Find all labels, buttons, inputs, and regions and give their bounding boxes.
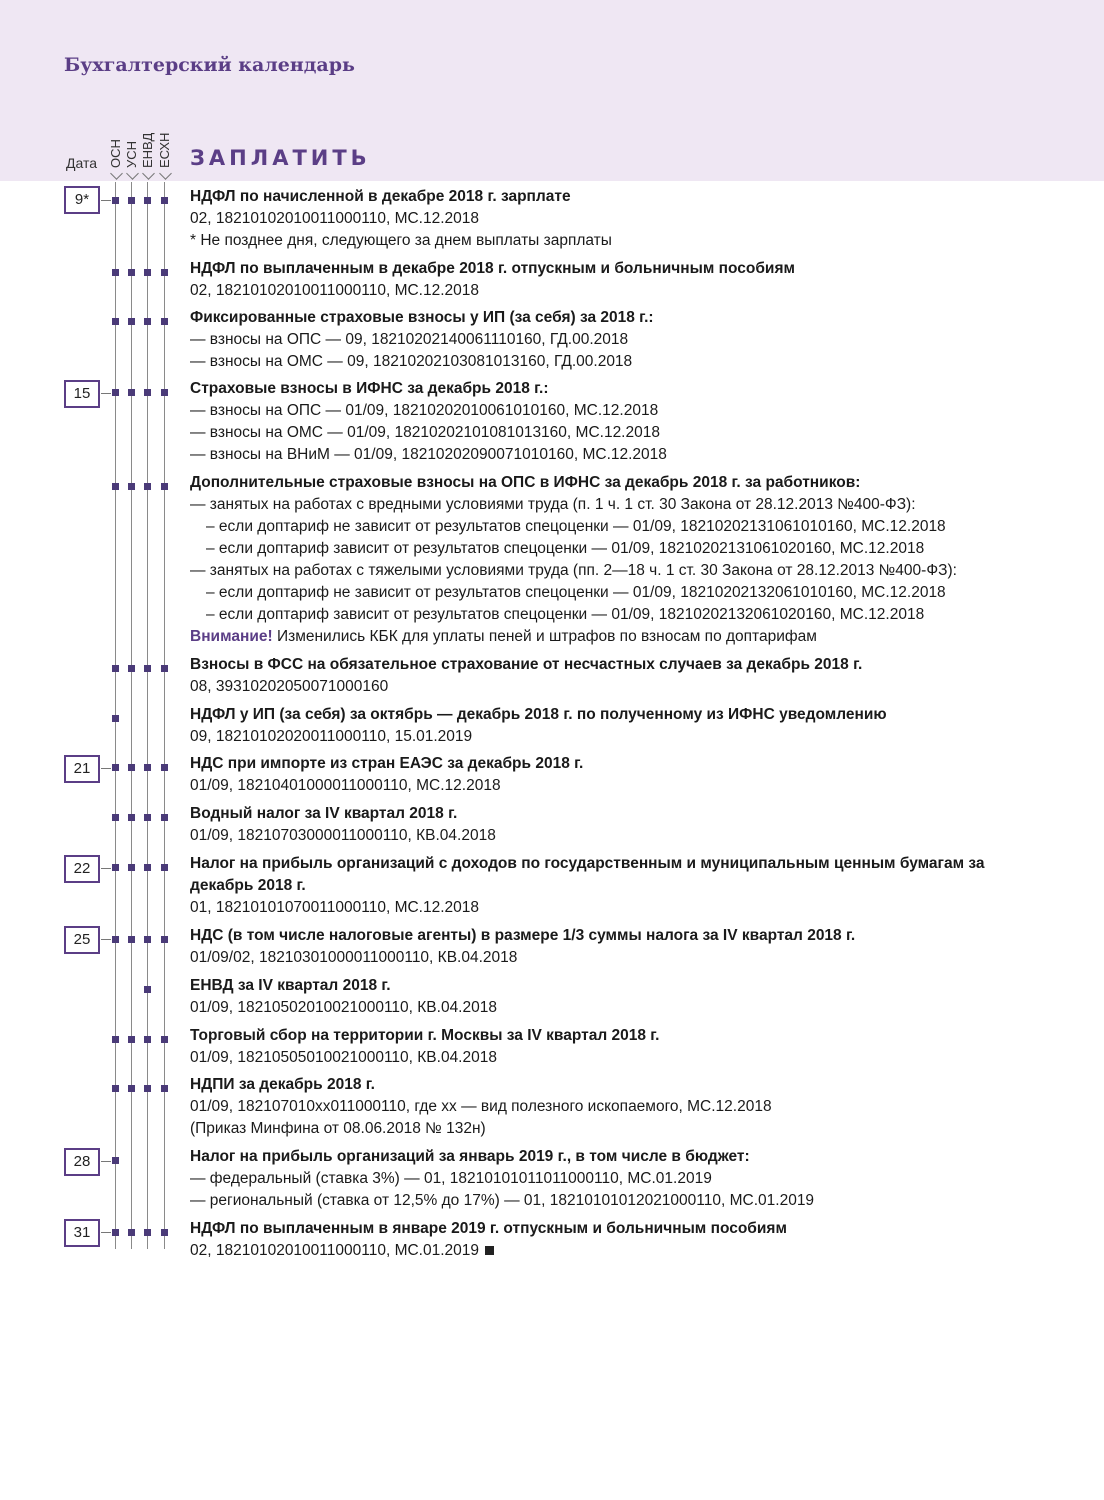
regime-marker-icon: [144, 864, 151, 871]
regime-marker-icon: [161, 318, 168, 325]
regime-marker-icon: [128, 1036, 135, 1043]
payment-entry: [190, 753, 1070, 797]
page-title: Бухгалтерский календарь: [64, 54, 355, 76]
regime-marker-icon: [161, 665, 168, 672]
date-connector: [101, 939, 111, 940]
entry-line: 01/09, 18210401000011000110, МС.12.2018: [190, 777, 501, 794]
entry-line: — взносы на ОМС — 01/09, 18210202101081013160, МС.12.2018: [190, 424, 660, 441]
entry-line: — взносы на ВНиМ — 01/09, 18210202090071010160, МС.12.2018: [190, 446, 667, 463]
regime-marker-icon: [161, 483, 168, 490]
regime-marker-icon: [112, 936, 119, 943]
column-header-eshn: ЕСХН: [157, 132, 172, 168]
regime-marker-icon: [144, 269, 151, 276]
regime-marker-icon: [128, 936, 135, 943]
attention-note: [190, 626, 1070, 648]
entry-title: ЕНВД за IV квартал 2018 г.: [190, 977, 391, 994]
entry-line: 01, 18210101070011000110, МС.12.2018: [190, 899, 480, 916]
payment-entry: [190, 853, 990, 919]
payment-entry: [190, 1025, 1070, 1069]
regime-marker-icon: [128, 1085, 135, 1092]
regime-marker-icon: [112, 269, 119, 276]
entry-line: – если доптариф зависит от результатов спецоценки — 01/09, 18210202132061020160, МС.12.2018: [206, 606, 925, 623]
entry-line: [190, 1240, 1070, 1262]
regime-marker-icon: [144, 764, 151, 771]
entry-title: Взносы в ФСС на обязательное страхование от несчастных случаев за декабрь 2018 г.: [190, 656, 863, 673]
regime-marker-icon: [161, 1036, 168, 1043]
regime-marker-icon: [112, 389, 119, 396]
regime-marker-icon: [128, 197, 135, 204]
entry-line: – если доптариф не зависит от результатов спецоценки — 01/09, 18210202132061010160, МС.12.2018: [206, 584, 946, 601]
entry-line: — взносы на ОПС — 01/09, 18210202010061010160, МС.12.2018: [190, 402, 659, 419]
regime-marker-icon: [128, 665, 135, 672]
payment-entry: [190, 654, 1070, 698]
regime-marker-icon: [128, 1229, 135, 1236]
regime-marker-icon: [161, 1085, 168, 1092]
entry-line: 01/09/02, 18210301000011000110, КВ.04.2018: [190, 949, 518, 966]
column-header-envd: ЕНВД: [140, 132, 155, 168]
regime-marker-icon: [112, 197, 119, 204]
regime-marker-icon: [128, 269, 135, 276]
regime-marker-icon: [112, 1085, 119, 1092]
regime-marker-icon: [112, 864, 119, 871]
entry-title: НДС (в том числе налоговые агенты) в размере 1/3 суммы налога за IV квартал 2018 г.: [190, 927, 856, 944]
regime-marker-icon: [112, 715, 119, 722]
regime-marker-icon: [112, 764, 119, 771]
entry-title: Налог на прибыль организаций с доходов по государственным и муниципальным ценным бумагам за декабрь 2018 г.: [190, 855, 985, 894]
regime-marker-icon: [144, 483, 151, 490]
entry-line: 01/09, 18210502010021000110, КВ.04.2018: [190, 999, 497, 1016]
entry-line: 09, 18210102020011000110, 15.01.2019: [190, 728, 473, 745]
entry-title: НДФЛ по выплаченным в январе 2019 г. отпускным и больничным пособиям: [190, 1220, 787, 1237]
regime-marker-icon: [144, 1036, 151, 1043]
payment-entry: [190, 258, 1070, 302]
regime-marker-icon: [144, 197, 151, 204]
date-connector: [101, 1161, 111, 1162]
regime-marker-icon: [128, 389, 135, 396]
regime-marker-icon: [112, 1229, 119, 1236]
entry-line: (Приказ Минфина от 08.06.2018 № 132н): [190, 1120, 486, 1137]
date-box: 28: [64, 1148, 100, 1176]
entry-title: Страховые взносы в ИФНС за декабрь 2018 г.:: [190, 380, 549, 397]
attention-text: Изменились КБК для уплаты пеней и штрафов по взносам по доптарифам: [272, 628, 817, 645]
entry-title: НДФЛ по выплаченным в декабре 2018 г. отпускным и больничным пособиям: [190, 260, 795, 277]
date-box: 9*: [64, 186, 100, 214]
entry-line-text: 02, 18210102010011000110, МС.01.2019: [190, 1242, 480, 1259]
regime-marker-icon: [161, 764, 168, 771]
entry-line: — занятых на работах с вредными условиями труда (п. 1 ч. 1 ст. 30 Закона от 28.12.2013 №400-ФЗ):: [190, 496, 916, 513]
entry-line: 01/09, 18210703000011000110, КВ.04.2018: [190, 827, 496, 844]
regime-marker-icon: [112, 814, 119, 821]
regime-marker-icon: [161, 269, 168, 276]
payment-entry: [190, 1074, 1070, 1140]
regime-marker-icon: [112, 1157, 119, 1164]
date-connector: [101, 1232, 111, 1233]
regime-marker-icon: [112, 1036, 119, 1043]
date-connector: [101, 868, 111, 869]
entry-line: 01/09, 182107010xx011000110, где xx — вид полезного ископаемого, МС.12.2018: [190, 1098, 772, 1115]
payment-entry: [190, 925, 1070, 969]
regime-marker-icon: [144, 1229, 151, 1236]
entry-title: НДФЛ по начисленной в декабре 2018 г. зарплате: [190, 188, 571, 205]
entry-title: Налог на прибыль организаций за январь 2019 г., в том числе в бюджет:: [190, 1148, 750, 1165]
date-box: 15: [64, 380, 100, 408]
entry-line: — взносы на ОПС — 09, 18210202140061110160, ГД.00.2018: [190, 331, 629, 348]
payment-entry: [190, 472, 1070, 648]
section-title: ЗАПЛАТИТЬ: [190, 146, 371, 170]
regime-marker-icon: [128, 318, 135, 325]
entry-line: 02, 18210102010011000110, МС.12.2018: [190, 282, 480, 299]
entry-line: — федеральный (ставка 3%) — 01, 18210101011011000110, МС.01.2019: [190, 1170, 712, 1187]
regime-marker-icon: [161, 197, 168, 204]
payment-entry: [190, 704, 1070, 748]
regime-marker-icon: [161, 1229, 168, 1236]
regime-marker-icon: [161, 864, 168, 871]
entry-title: НДПИ за декабрь 2018 г.: [190, 1076, 375, 1093]
regime-marker-icon: [128, 864, 135, 871]
entry-footnote: * Не позднее дня, следующего за днем выплаты зарплаты: [190, 232, 612, 249]
entry-title: Торговый сбор на территории г. Москвы за IV квартал 2018 г.: [190, 1027, 660, 1044]
date-box: 22: [64, 855, 100, 883]
date-connector: [101, 200, 111, 201]
regime-marker-icon: [161, 814, 168, 821]
regime-marker-icon: [112, 665, 119, 672]
entry-line: — региональный (ставка от 12,5% до 17%) — 01, 18210101012021000110, МС.01.2019: [190, 1192, 815, 1209]
entry-title: НДС при импорте из стран ЕАЭС за декабрь 2018 г.: [190, 755, 584, 772]
date-column-header: Дата: [66, 155, 98, 171]
regime-marker-icon: [112, 318, 119, 325]
regime-marker-icon: [161, 936, 168, 943]
entry-line: – если доптариф не зависит от результатов спецоценки — 01/09, 18210202131061010160, МС.12.2018: [206, 518, 946, 535]
regime-marker-icon: [144, 665, 151, 672]
regime-marker-icon: [128, 814, 135, 821]
entry-line: – если доптариф зависит от результатов спецоценки — 01/09, 18210202131061020160, МС.12.2018: [206, 540, 925, 557]
column-header-usn: УСН: [124, 140, 139, 168]
payment-entry: [190, 378, 1070, 466]
payment-entry: [190, 1218, 1070, 1262]
payment-entry: [190, 307, 1070, 373]
entry-line: 02, 18210102010011000110, МС.12.2018: [190, 210, 480, 227]
date-connector: [101, 393, 111, 394]
date-box: 25: [64, 926, 100, 954]
regime-marker-icon: [144, 1085, 151, 1092]
entry-title: Дополнительные страховые взносы на ОПС в ИФНС за декабрь 2018 г. за работников:: [190, 474, 861, 491]
date-box: 31: [64, 1219, 100, 1247]
payment-entry: [190, 803, 1070, 847]
date-connector: [101, 768, 111, 769]
end-mark-icon: [485, 1246, 494, 1255]
column-header-osn: ОСН: [108, 139, 123, 168]
payment-entry: [190, 975, 1070, 1019]
regime-marker-icon: [112, 483, 119, 490]
entry-line: 08, 39310202050071000160: [190, 678, 389, 695]
entry-title: Водный налог за IV квартал 2018 г.: [190, 805, 458, 822]
regime-marker-icon: [144, 814, 151, 821]
regime-marker-icon: [128, 483, 135, 490]
entry-line: — взносы на ОМС — 09, 18210202103081013160, ГД.00.2018: [190, 353, 633, 370]
regime-marker-icon: [144, 986, 151, 993]
attention-label: Внимание!: [190, 628, 273, 645]
payment-entry: [190, 1146, 1070, 1212]
regime-marker-icon: [144, 936, 151, 943]
entry-title: Фиксированные страховые взносы у ИП (за себя) за 2018 г.:: [190, 309, 654, 326]
payment-entry: [190, 186, 1070, 252]
entry-line: 01/09, 18210505010021000110, КВ.04.2018: [190, 1049, 497, 1066]
regime-marker-icon: [144, 318, 151, 325]
regime-marker-icon: [144, 389, 151, 396]
date-box: 21: [64, 755, 100, 783]
regime-marker-icon: [128, 764, 135, 771]
entry-line: — занятых на работах с тяжелыми условиями труда (пп. 2—18 ч. 1 ст. 30 Закона от 28.12.2013 №400-ФЗ):: [190, 562, 957, 579]
regime-marker-icon: [161, 389, 168, 396]
entry-title: НДФЛ у ИП (за себя) за октябрь — декабрь 2018 г. по полученному из ИФНС уведомлению: [190, 706, 887, 723]
